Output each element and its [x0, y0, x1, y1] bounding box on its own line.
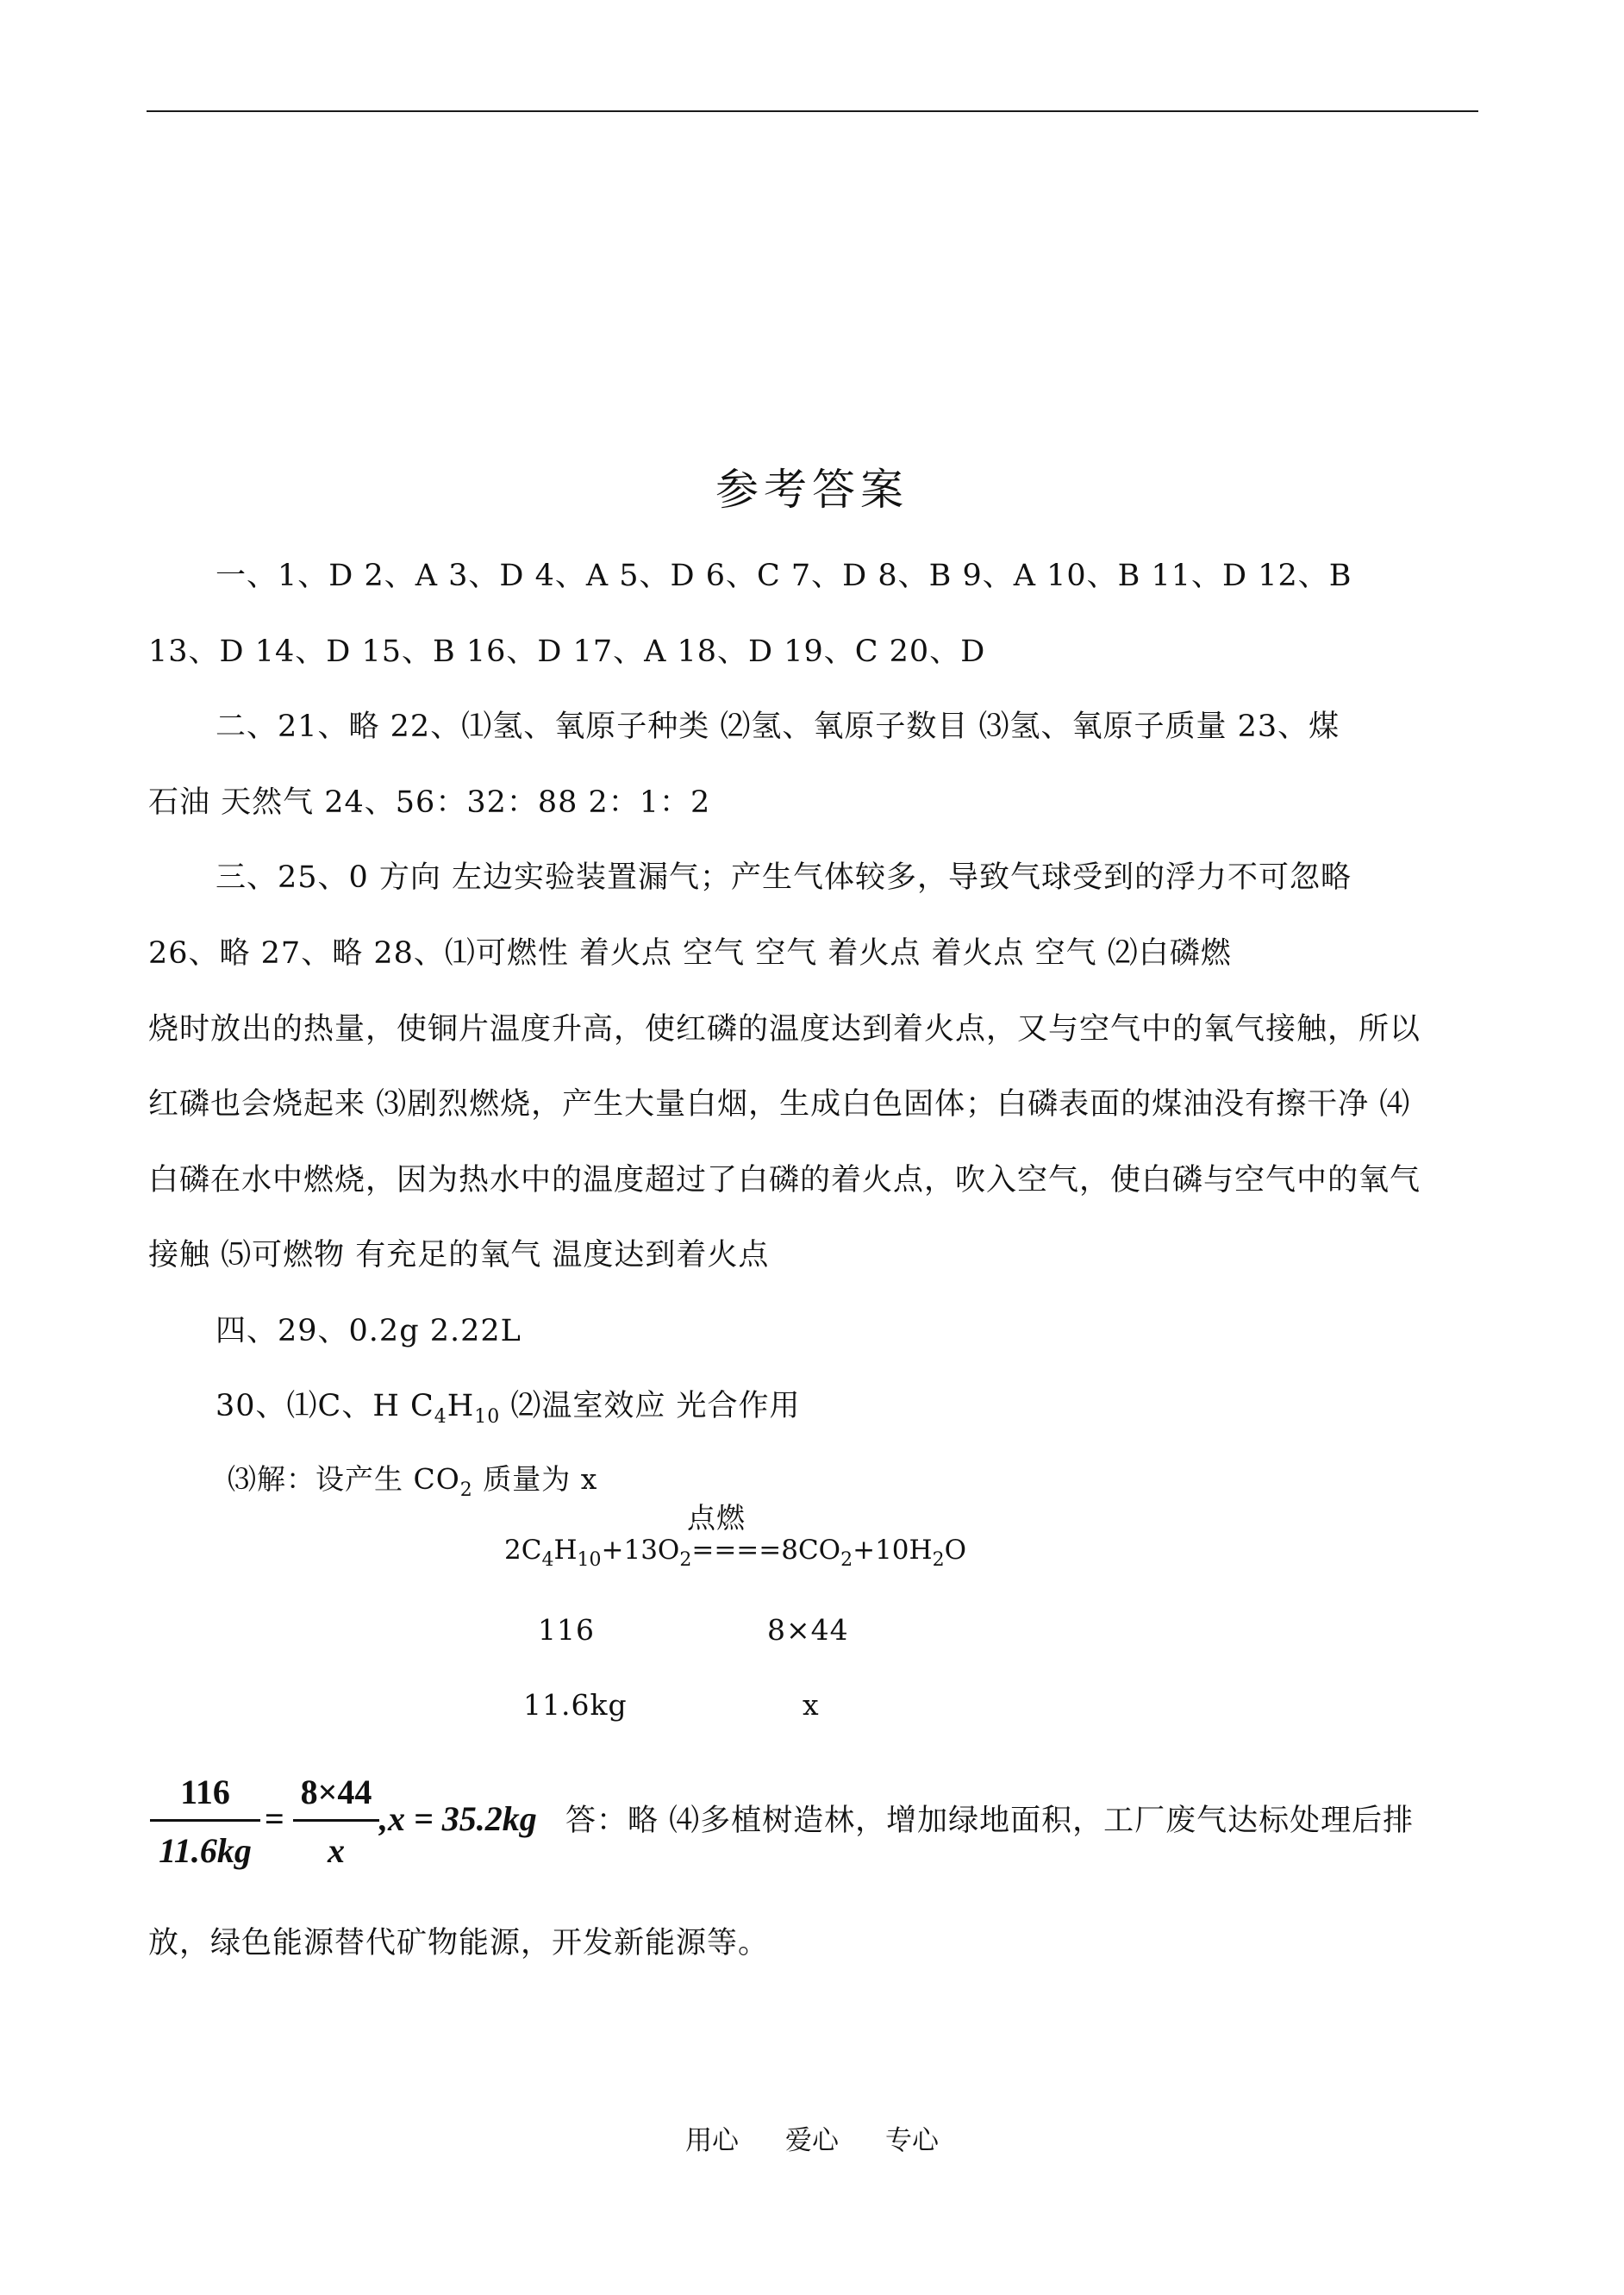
fraction-denominator: x [328, 1831, 345, 1870]
eq-part: +10H [853, 1535, 933, 1566]
page-footer [0, 2118, 1624, 2157]
footer-word: 爱心 [785, 2125, 839, 2156]
line12-sub-1: 4 [434, 1406, 447, 1428]
fraction-8x44-over-x [293, 1772, 379, 1871]
answer-line-10: 接触 ⑸可燃物 有充足的氧气 温度达到着火点 [148, 1238, 770, 1273]
result-value: ,x = 35.2kg [379, 1799, 537, 1838]
answer-line-6: 26、略 27、略 28、⑴可燃性 着火点 空气 空气 着火点 着火点 空气 ⑵白磷燃 [148, 936, 1232, 971]
solution-intro-sub: 2 [459, 1479, 473, 1501]
line12-part-c: ⑵温室效应 光合作用 [500, 1389, 801, 1423]
answer-line-12 [215, 1382, 801, 1428]
answer-line-5: 三、25、0 方向 左边实验装置漏气；产生气体较多，导致气球受到的浮力不可忽略 [215, 860, 1352, 895]
eq-part: H [553, 1535, 578, 1566]
answer-line-9: 白磷在水中燃烧，因为热水中的温度超过了白磷的着火点，吹入空气，使白磷与空气中的氧气 [148, 1163, 1421, 1198]
answer-last-line: 放，绿色能源替代矿物能源，开发新能源等。 [148, 1926, 770, 1960]
line12-sub-2: 10 [474, 1406, 501, 1428]
chemical-equation [504, 1535, 966, 1571]
fraction-bar [293, 1819, 379, 1822]
answer-tail: 答：略 ⑷多植树造林，增加绿地面积，工厂废气达标处理后排 [565, 1804, 1415, 1838]
fraction-numerator: 8×44 [300, 1773, 372, 1811]
solution-intro [228, 1457, 597, 1501]
line12-part-a: 30、⑴C、H C [215, 1389, 434, 1423]
fraction-bar [150, 1819, 260, 1822]
answer-line-4: 石油 天然气 24、56：32：88 2：1：2 [148, 785, 711, 820]
answer-line-7: 烧时放出的热量，使铜片温度升高，使红磷的温度达到着火点，又与空气中的氧气接触，所以 [148, 1012, 1421, 1047]
eq-part: +13O [601, 1535, 680, 1566]
fraction-denominator: 11.6kg [159, 1831, 252, 1870]
header-rule [147, 110, 1478, 112]
solution-intro-a: ⑶解：设产生 CO [228, 1462, 460, 1496]
answer-line-2: 13、D 14、D 15、B 16、D 17、A 18、D 19、C 20、D [148, 635, 986, 669]
fraction-116-over-mass [150, 1772, 260, 1871]
ratio-row-1-right: 8×44 [767, 1613, 849, 1647]
eq-part: 2C [504, 1535, 542, 1566]
eq-sub: 4 [541, 1549, 554, 1571]
page-title: 参考答案 [715, 465, 909, 515]
equals-sign: = [265, 1799, 284, 1838]
answer-line-8: 红磷也会烧起来 ⑶剧烈燃烧，产生大量白烟，生成白色固体；白磷表面的煤油没有擦干净 ⑷ [148, 1087, 1411, 1122]
reaction-condition: 点燃 [687, 1501, 746, 1535]
eq-sub: 2 [932, 1549, 945, 1571]
eq-part: O [944, 1535, 966, 1566]
ratio-row-1-left: 116 [538, 1613, 595, 1647]
eq-sub: 10 [577, 1549, 602, 1571]
ratio-row-2-left: 11.6kg [523, 1688, 628, 1722]
answer-line-11: 四、29、0.2g 2.22L [215, 1314, 522, 1348]
solution-intro-b: 质量为 x [472, 1462, 598, 1496]
ratio-row-2-right: x [803, 1688, 820, 1722]
answer-line-1: 一、1、D 2、A 3、D 4、A 5、D 6、C 7、D 8、B 9、A 10、B 11、D 12、B [215, 559, 1352, 593]
footer-word: 用心 [685, 2125, 739, 2156]
eq-sub: 2 [679, 1549, 692, 1571]
line12-part-b: H [447, 1389, 475, 1423]
footer-word: 专心 [885, 2125, 939, 2156]
answer-line-3: 二、21、略 22、⑴氢、氧原子种类 ⑵氢、氧原子数目 ⑶氢、氧原子质量 23、煤 [215, 710, 1340, 744]
eq-part: ====8CO [691, 1535, 841, 1566]
eq-sub: 2 [840, 1549, 853, 1571]
fraction-numerator: 116 [180, 1773, 230, 1811]
